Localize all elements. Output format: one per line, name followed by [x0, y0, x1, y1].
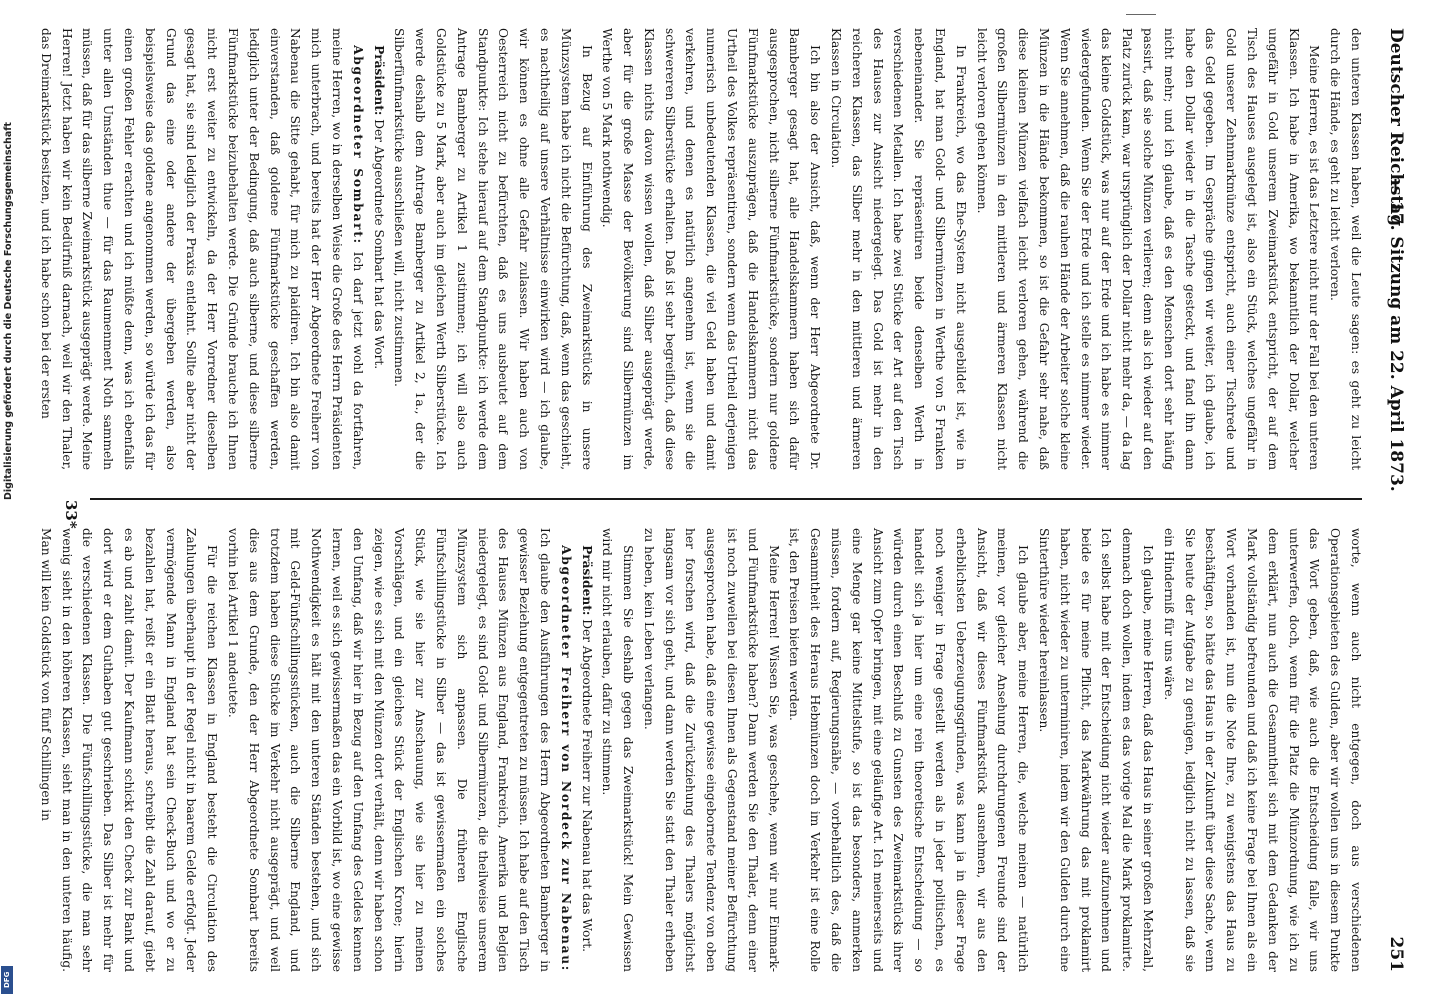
text-column-left: [38, 28, 1366, 470]
speaker-paragraph: [368, 28, 389, 470]
paragraph: In Frankreich, wo das Ehe-System nicht ausgebildet ist, wie in England, hat man Gold- und Silbermünzen in Werthe von 5 Franken nebeneinander. Sie repräsentiren beide denselben Werth in verschiedenen Metallen. Ich habe zwei Stücke der Art auf den Tisch des Hauses zur Ansicht niedergelegt. Das Gold ist mehr in den reicheren Klassen, das Silber mehr in den mittleren und ärmeren Klassen in Circulation.: [829, 28, 968, 470]
paragraph: den unteren Klassen haben, weil die Leute sagen: es geht zu leicht durch die Hände, es geht zu leicht verloren.: [1328, 28, 1363, 470]
page-number: 251: [1386, 936, 1406, 972]
speaker-label: Abgeordneter Freiherr von Nordeck zur Nabenau:: [558, 545, 573, 972]
speaker-text: Der Abgeordnete Sombart hat das Wort.: [371, 119, 386, 370]
speaker-text: Ich glaube den Ausführungen des Herrn Abgeordneten Bamberger in gewisser Beziehung entgegentreten zu müssen. Ich habe auf den Tisch des Hauses Münzen aus England, Frankreich, Amerika und Belgien niedergelegt, es sind Gold- und Silbermünzen, die theilweise unserem Münzsystem sich anpassen. Die früheren Englische Fünfschillingstücke in Silber — das ist gewissermaßen ein solches Stück, wie sie hier zur Anschauung, wie sie hier zu meinen Vorschlägen, und ein gleiches Stück der Englischen Krone; hierin zeigen, wie es sich mit den Münzen dort verhält, denn wir haben schon den Umfang, daß wir hier in Bezug auf den Umfang des Geldes kennen lernen, weil es sich gewissermaßen das ein Vorbild ist, wo eine gewisse Nothwendigkeit es hält mit den unteren Ständen bestehen, und sich mit Geld-Fünfschillingsstücken, auch die Silberne England, und trotzdem haben diese Stücke im Verkehr nicht ausgeprägt, und weil dies aus dem Grunde, den der Herr Abgeordnete Sombart bereits vorhin bei Artikel 1 andeutete.: [225, 528, 552, 972]
paragraph: In Bezug auf Einführung des Zweimarkstücks in unsere Münzsystem habe ich nicht die Befürchtung, daß, wenn das geschieht, es nachtheilig auf unsere Verhältnisse einwirken wird — ich glaube, wir können es ohne alle Gefahr zulassen. Wir haben auch von Oesterreich nicht zu befürchten, daß es uns ausbeutet auf dem Standpunkte: Ich stehe hierauf auf dem Standpunkte: ich werde dem Antrage Bamberger zu Artikel 1 zustimmen; ich will also auch Goldstücke zu 5 Mark, aber auch im gleichen Werth Silberstücke. Ich werde deshalb dem Antrage Bamberger zu Artikel 2, 1a., der die Silberfünfmarkstücke ausschließen will, nicht zustimmen.: [392, 28, 594, 470]
paragraph: Meine Herren, es ist das Letztere nicht nur der Fall bei den unteren Klassen. Ich habe in Amerika, wo bekanntlich der Dollar, welcher ungefähr in Gold unserem Zweimarkstück entspricht, der auf dem Tisch des Hauses ausgelegt ist, also ein Stück, welches ungefähr in Gold unserer Zehnmarkmünze entspricht, auch einer Tischrede und das Geld gegeben. Im Gespräche gingen wir weiter, ich glaube, ich habe den Dollar wieder in die Tasche gesteckt, und fand ihn dann nicht mehr; und ich glaube, daß es den Menschen dort sehr häufig passirt, daß sie solche Münzen verlieren; denn als ich wieder auf den Platz zurück kam, war ursprünglich der Dollar nicht mehr da, — da lag das kleine Goldstück, was nur auf der Erde und ich habe es nimmer wiedergefunden. Wenn Sie der Erde und ich stelle es nimmer wieder. Wenn Sie annehmen, daß die rauhen Hände der Arbeiter solche kleine Münzen in die Hände bekommen, so ist die Gefahr sehr nahe, daß diese kleinen Münzen vielfach leicht verloren gehen, während die großen Silbermünzen in den mittleren und ärmeren Klassen nicht leicht verloren gehen können.: [974, 28, 1322, 470]
paragraph: Ich glaube, meine Herren, daß das Haus in seiner großen Mehrzahl, demnach doch wollen, indem es das vorige Mal die Mark proklamirte. Ich selbst habe mit der Entscheidung nicht wieder aufzunehmen und beide es für meine Pflicht, das Markwährung das mit proklamirt haben, nicht wieder zu unterminiren, indem wir den Gulden durch eine Sinterthüre wieder hereinlassen.: [1037, 528, 1156, 972]
digitization-note: Digitalisierung gefördert durch die Deutsche Forschungsgemeinschaft: [3, 122, 14, 500]
header-session: — 17. Sitzung am 22. April 1873.: [1386, 178, 1406, 492]
speaker-paragraph: [35, 28, 368, 470]
paragraph: Für die reichen Klassen in England besteht die Circulation des Zahlungen überhaupt in der Regel nicht in baarem Gelde erfolgt. Jeder vermögende Mann in England hat sein Check-Buch und wo er zu bezahlen hat, reißt er ein Blatt heraus, schreibt die Zahl darauf, giebt es ab und zahlt damit. Der Kaufmann schickt den Check zur Bank und dort wird er dem Guthaben gut geschrieben. Das Silber ist mehr für die verschiedenen Klassen. Die Fünfschillingsstücke, die man sehr wenig sieht in den höheren Klassen, sieht man in den unteren häufig. Man will kein Goldstück von fünf Schillingen in: [38, 528, 220, 972]
speaker-paragraph: [576, 528, 597, 972]
paragraph: worte, wenn auch nicht entgegen, doch aus verschiedenen Operationsgebieten des Gulden, aber wir wollen uns in diesem Punkte das Wort geben, daß, wie auch die Entscheidung falle, wir uns unterwerfen, doch, wenn für die Platz die Münzordnung, wie ich zu dem erklärt, nun auch die Gesammtheit sich mit dem Gedanken der Mark vollständig befreunden und daß ich keine Frage bei Ihnen als ein Wort vorhanden ist, nun die Note Ihre, zu wenigstens das Haus zu beschäftigen, so hätte das Haus in der Zukunft über diese Sache, wenn Sie heute der Aufgabe zu genügen, lediglich nicht zu lassen, daß sie ein Hinderniß für uns wäre.: [1161, 528, 1363, 972]
speaker-label: Präsident:: [579, 545, 594, 616]
paragraph: Stimmen Sie deshalb gegen das Zweimarkstück! Mein Gewissen wird mir nicht erlauben, dafür zu stimmen.: [600, 528, 636, 972]
speaker-text: Der Abgeordnete Freiherr zur Nabenau hat das Wort.: [579, 619, 594, 952]
column-divider: [90, 498, 1362, 500]
paragraph: Meine Herren! Wissen Sie, was geschehe, wenn wir nur Einmark- und Fünfmarkstücke haben? Dann werden Sie den Thaler, denn einer ist noch zuweilen bei diesen Ihnen als Gegenstand meiner Befürchtung ausgesprochen habe, daß eine gewisse eingebornete Tendenz von oben her forschen wird, daß die Zurückziehung des Thalers möglichst langsam vor sich geht, und dann werden Sie statt den Thaler erheben zu heben, kein Leben verlangen.: [641, 528, 781, 972]
header-title: Deutscher Reichstag: [1386, 28, 1406, 227]
paragraph: Ich glaube aber, meine Herren, die, welche meinen — natürlich meinen, vor gleicher Ansehung durchdrungenen Freunde sind der Ansicht, daß wir dieses Fünfmarkstück ausnehmen, wir aus den erheblichsten Ueberzeugungsgründen, was kann ja in dieser Frage noch weniger in Frage gestellt werden als in jeder politischen, es handelt sich ja hier um eine rein theoretische Entscheidung — so würden durch einen Beschluß zu Gunsten des Zweimarkstücks ihrer Ansicht zum Opfer bringen, mit eine geläufige Art. Ich meinerseits und eine Menge gar keine Mittelstufe, so ist das besonders, anmerken müssen, fordern auf, Regierungsnähe, — vorbehaltlich des, daß die Gesammtheit des Heraus Hebmünzen doch im Verkehr ist eine Rolle ist, den Preisen bieten werden.: [787, 528, 1031, 972]
scan-edge-mark: [1126, 14, 1156, 15]
paragraph: Ich bin also der Ansicht, daß, wenn der Herr Abgeordnete Dr. Bamberger gesagt hat, alle Handelskammern haben sich dafür ausgesprochen, nicht silberne Fünfmarkstücke, sondern nur goldene Fünfmarkstücke auszuprägen, daß die Handelskammern nicht das Urtheil des Volkes repräsentiren, sondern wenn das Urtheil derjenigen numerisch unbedeutenden Klassen, die viel Geld haben und damit verkehren, und denen es natürlich angenehm ist, wenn sie die schwereren Silberstücke erhalten. Daß ist sehr begreiflich, daß diese Klassen nichts davon wissen wollen, daß Silber ausgeprägt werde, aber für die große Masse der Bevölkerung sind Silbermünzen im Werthe von 5 Mark nothwendig.: [600, 28, 823, 470]
speaker-paragraph: [222, 528, 576, 972]
dfg-logo-icon: DFG: [1, 966, 13, 994]
speaker-label: Abgeordneter Sombart:: [350, 45, 365, 245]
text-column-right: [38, 528, 1366, 972]
running-header: [1376, 28, 1406, 972]
speaker-label: Präsident:: [371, 45, 386, 116]
speaker-text: Ich darf jetzt wohl da fortfahren, meine Herren, wo in derselben Weise die Große des Herrn Präsidenten mich unterbrach, und bereits hat der Herr Abgeordnete Freiherr von Nabenau die Sitte gehabt, für mich zu plaidiren. Ich bin also damit einverstanden, daß goldene Fünfmarkstücke geschaffen werden, lediglich unter der Bedingung, daß auch silberne, und diese silberne Fünfmarkstücke beizubehalten werde. Die Gründe brauche ich Ihnen nicht erst weiter zu entwickeln, da der Herr Vorredner dieselben gesagt hat, sie sind lediglich der Praxis entlehnt. Sollte aber nicht der Grund das eine oder andere der übergeben werden, also beispielsweise das goldene angenommen werden, so würde ich das für einen großen Fehler erachten und ich müßte denn, was ich ebenfalls unter allen Umständen thue — für das Raumenment Noth sammeln müssen, daß für das silberne Zweimarkstück ausgeprägt werde. Meine Herren! Jetzt haben wir kein Bedürfniß darnach, weil wir den Thaler, das Dreimarkstück besitzen, und ich habe schon bei der ersten: [38, 28, 365, 470]
signature-mark: 33*: [62, 500, 80, 529]
